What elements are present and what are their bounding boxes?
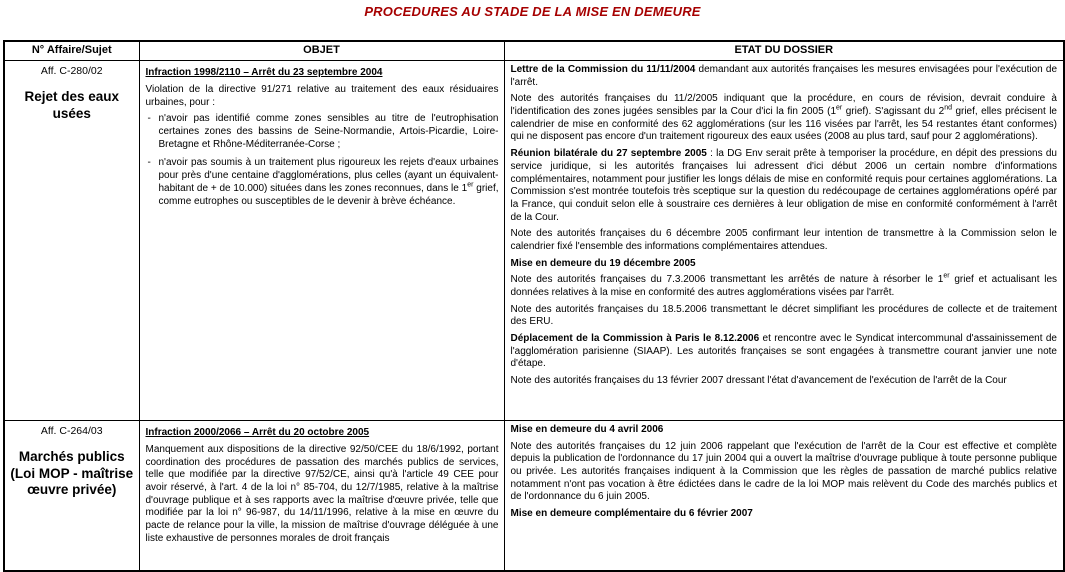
case-subject: Rejet des eaux usées	[24, 88, 120, 121]
objet-heading: Infraction 1998/2110 – Arrêt du 23 septembre 2004	[145, 67, 383, 78]
cell-objet	[139, 61, 504, 421]
column-header-objet: OBJET	[139, 41, 504, 61]
paragraph: - n'avoir pas identifié comme zones sensibles au titre de l'eutrophisation certaines zones des bassins de Seine-Normandie, Artois-Picardie, Loire-Bretagne et Rhône-Méditerranée-Corse ;	[146, 113, 499, 151]
paragraph: - n'avoir pas soumis à un traitement plus rigoureux les rejets d'eaux urbaines pour près d'une centaine d'agglomérations, plus celles (ayant un équivalent-habitant de + de 10.000) situées dans les zones reconnues, dans le 1er grief, comme eutrophes ou susceptibles de le devenir à brève échéance.	[146, 157, 499, 208]
paragraph: Mise en demeure du 4 avril 2006	[510, 424, 664, 435]
table-row-c280-02	[4, 61, 1064, 421]
table-row-c264-03	[4, 421, 1064, 571]
paragraph: Violation de la directive 91/271 relative au traitement des eaux résiduaires urbaines, pour :	[145, 84, 499, 108]
column-header-affaire-sujet: N° Affaire/Sujet	[4, 41, 139, 61]
objet-bullet-list	[146, 113, 499, 208]
paragraph: Note des autorités françaises du 7.3.2006 transmettant les arrêtés de nature à résorber le 1er grief et actualisant les données relatives à la mise en conformité des autres agglomérations visées par l'arrêt.	[510, 272, 1058, 298]
cell-affaire-sujet	[4, 421, 139, 571]
paragraph: Note des autorités françaises du 11/2/2005 indiquant que la procédure, en cours de révision, devrait conduire à l'identification des zones jugées sensibles par la Cour d'ici la fin 2005 (1er grief). S'agissant du 2nd grief, elles précisent le calendrier de mise en conformité des 62 agglomérations (sur les 116 visées par l'arrêt, les 54 restantes étant conformes) qui ne disposent pas encore d'un traitement rigoureux des eaux usées (2008 au plus tard, sauf pour 2 agglomérations).	[510, 93, 1057, 143]
paragraph: Lettre de la Commission du 11/11/2004 demandant aux autorités françaises les mesures envisagées pour l'exécution de l'arrêt.	[510, 64, 1058, 88]
cell-affaire-sujet	[4, 61, 139, 421]
cell-etat-du-dossier	[504, 61, 1064, 421]
paragraph: Mise en demeure complémentaire du 6 février 2007	[510, 508, 753, 520]
header-row	[4, 41, 1064, 61]
objet-heading: Infraction 2000/2066 – Arrêt du 20 octobre 2005	[145, 427, 370, 438]
paragraph: Réunion bilatérale du 27 septembre 2005 : la DG Env serait prête à temporiser la procédure, en dépit des pressions du service juridique, si les autorités françaises lui adressent d'ici début 2006 un certain nombre d'informations complémentaires, notamment pour justifier les longs délais de mise en conformité requis pour certaines agglomérations. La Commission s'est montrée toutefois très sceptique sur la question du redécoupage de certaines agglomérations opéré par la France, qui conduit selon elle à soustraire ces dernières à leur obligation de mise en conformité conformément à l'arrêt de la Cour.	[510, 148, 1057, 223]
paragraph: Note des autorités françaises du 13 février 2007 dressant l'état d'avancement de l'exécution de l'arrêt de la Cour	[510, 375, 1007, 387]
paragraph: Déplacement de la Commission à Paris le 8.12.2006 et rencontre avec le Syndicat intercommunal d'assainissement de l'agglomération parisienne (SIAAP). Les autorités françaises se sont engagées à transmettre courant janvier une note d'étape.	[510, 333, 1057, 370]
case-number: Aff. C-280/02	[40, 65, 103, 77]
cell-etat-du-dossier	[504, 421, 1064, 571]
cell-objet	[139, 421, 504, 571]
page-title: PROCEDURES AU STADE DE LA MISE EN DEMEURE	[364, 4, 701, 19]
case-number: Aff. C-264/03	[40, 425, 103, 437]
paragraph: Mise en demeure du 19 décembre 2005	[510, 257, 696, 269]
paragraph: Note des autorités françaises du 12 juin 2006 rappelant que l'exécution de l'arrêt de la Cour est effective et complète depuis la publication de l'ordonnance du 17 juin 2004 qui a ouvert la maîtrise d'ouvrage publique à toute personne publique ou privée. Les autorités françaises indiquent à la Commission que les règles de passation de marché publics relative notamment n'ont pas vocation à être édictées dans le cadre de la loi MOP mais relèvent du Code des marchés publics et de l'ordonnance du 6 juin 2005.	[510, 440, 1057, 503]
objet-intro	[146, 84, 499, 109]
paragraph: Note des autorités françaises du 18.5.2006 transmettant le décret simplifiant les procédures de collecte et de traitement des ERU.	[510, 303, 1057, 328]
objet-intro	[146, 444, 499, 546]
column-header-etat-du-dossier: ETAT DU DOSSIER	[504, 41, 1064, 61]
dossier-table	[3, 40, 1065, 572]
paragraph: Note des autorités françaises du 6 décembre 2005 confirmant leur intention de transmettre à la Commission selon le calendrier fixé l'ensemble des informations complémentaires attendues.	[510, 228, 1057, 252]
case-subject: Marchés publics (Loi MOP - maîtrise œuvre privée)	[10, 448, 134, 498]
paragraph: Manquement aux dispositions de la directive 92/50/CEE du 18/6/1992, portant coordination des procédures de passation des marchés publics de services, telle que modifiée par la directive 97/52/CE, ainsi qu'à l'article 49 CEE pour avoir réservé, à l'art. 4 de la loi n° 85-704, du 12/7/1985, relative à la maîtrise d'ouvrage publique et à ses rapports avec la maîtrise d'œuvre privée, telle que modifiée par la loi n° 96-987, du 14/11/1996, relative à la mise en œuvre du pacte de relance pour la ville, la mission de maîtrise d'ouvrage déléguée à une liste exhaustive de personnes morales de droit français	[145, 444, 499, 544]
